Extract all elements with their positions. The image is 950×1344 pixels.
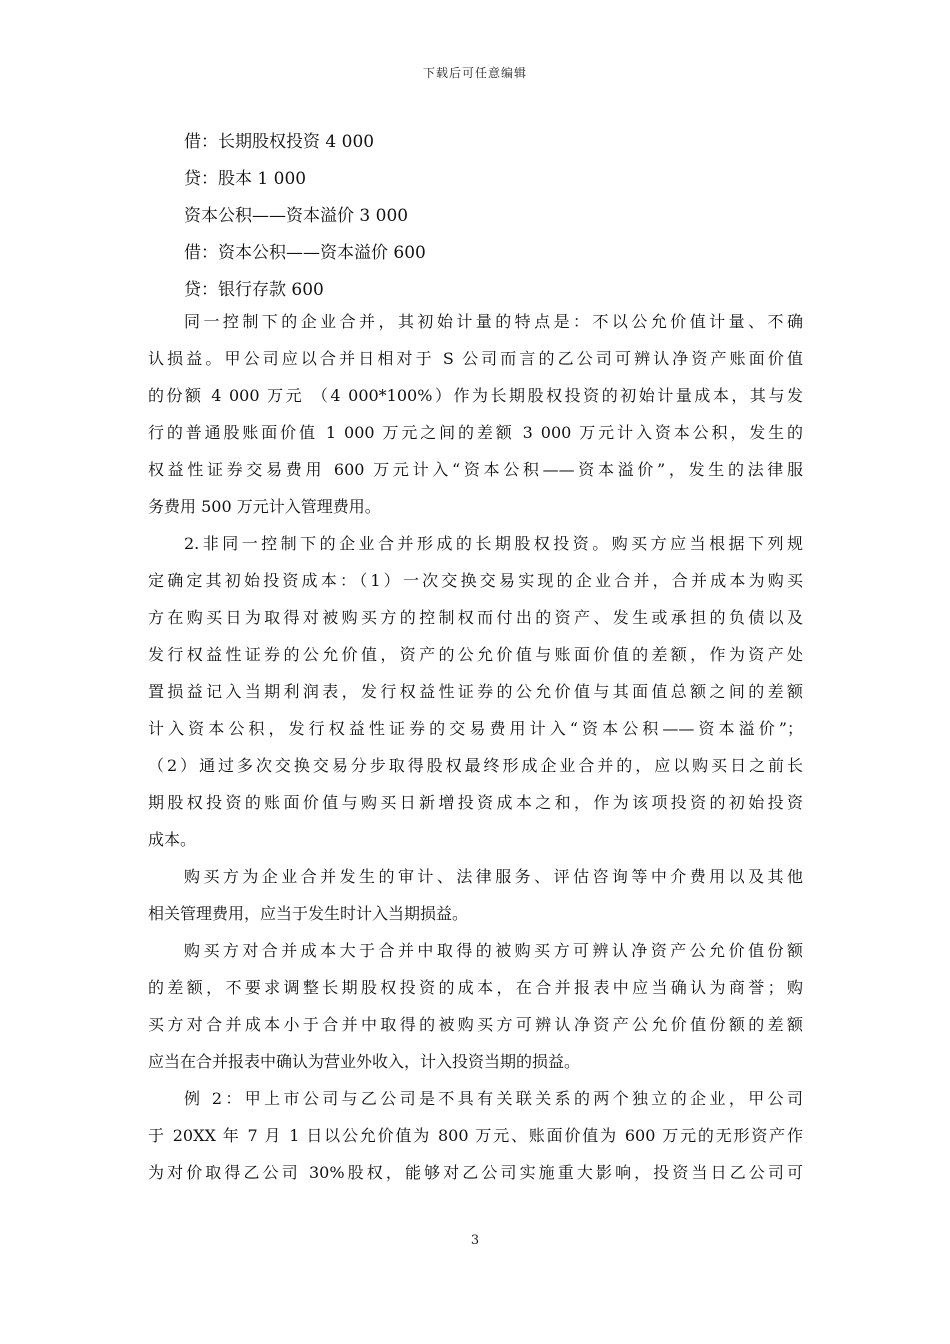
paragraph-line: （2）通过多次交换交易分步取得股权最终形成企业合并的，应以购买日之前长 bbox=[148, 756, 803, 775]
paragraph-intermediary-fees bbox=[148, 864, 803, 938]
paragraph-line: 的差额，不要求调整长期股权投资的成本，在合并报表中应当确认为商誉；购 bbox=[148, 978, 803, 997]
paragraph-non-same-control bbox=[148, 531, 803, 864]
paragraph-line: 定确定其初始投资成本：（1）一次交换交易实现的企业合并，合并成本为购买 bbox=[148, 571, 803, 590]
paragraph-line: 相关管理费用，应当于发生时计入当期损益。 bbox=[148, 904, 469, 923]
paragraph-same-control bbox=[148, 309, 803, 531]
paragraph-line: 置损益记入当期利润表，发行权益性证券的公允价值与其面值总额之间的差额 bbox=[148, 682, 803, 701]
paragraph-line: 买方对合并成本小于合并中取得的被购买方可辨认净资产公允价值份额的差额 bbox=[148, 1015, 803, 1034]
paragraph-line: 购买方对合并成本大于合并中取得的被购买方可辨认净资产公允价值份额 bbox=[184, 941, 803, 960]
journal-entry-debit-capital-reserve: 借：资本公积——资本溢价 600 bbox=[184, 243, 426, 263]
paragraph-line: 为对价取得乙公司 30%股权，能够对乙公司实施重大影响，投资当日乙公司可 bbox=[148, 1163, 803, 1182]
paragraph-example-2 bbox=[148, 1086, 803, 1197]
document-body bbox=[148, 124, 803, 1197]
page-header-note: 下载后可任意编辑 bbox=[422, 66, 527, 80]
paragraph-line: 的份额 4 000 万元 （4 000*100%）作为长期股权投资的初始计量成本，其与发 bbox=[148, 386, 803, 405]
paragraph-line: 于 20XX 年 7 月 1 日以公允价值为 800 万元、账面价值为 600 万元的无形资产作 bbox=[148, 1126, 803, 1145]
paragraph-line: 期股权投资的账面价值与购买日新增投资成本之和，作为该项投资的初始投资 bbox=[148, 793, 803, 812]
paragraph-line: 务费用 500 万元计入管理费用。 bbox=[148, 497, 381, 516]
paragraph-line: 例 2：甲上市公司与乙公司是不具有关联关系的两个独立的企业，甲公司 bbox=[184, 1089, 803, 1108]
paragraph-line: 应当在合并报表中确认为营业外收入，计入投资当期的损益。 bbox=[148, 1052, 581, 1071]
journal-entry-capital-reserve: 资本公积——资本溢价 3 000 bbox=[184, 206, 409, 226]
paragraph-line: 认损益。甲公司应以合并日相对于 S 公司而言的乙公司可辨认净资产账面价值 bbox=[148, 349, 803, 368]
paragraph-line: 成本。 bbox=[148, 830, 197, 849]
paragraph-line: 权益性证券交易费用 600 万元计入“资本公积——资本溢价”，发生的法律服 bbox=[148, 460, 803, 479]
journal-entry-debit-investment: 借：长期股权投资 4 000 bbox=[184, 132, 375, 152]
paragraph-goodwill bbox=[148, 938, 803, 1086]
paragraph-line: 2.非同一控制下的企业合并形成的长期股权投资。购买方应当根据下列规 bbox=[184, 534, 803, 553]
page-number: 3 bbox=[470, 1233, 480, 1248]
paragraph-line: 发行权益性证券的公允价值，资产的公允价值与账面价值的差额，作为资产处 bbox=[148, 645, 803, 664]
paragraph-line: 行的普通股账面价值 1 000 万元之间的差额 3 000 万元计入资本公积，发生的 bbox=[148, 423, 803, 442]
paragraph-line: 方在购买日为取得对被购买方的控制权而付出的资产、发生或承担的负债以及 bbox=[148, 608, 803, 627]
journal-entry-credit-share-capital: 贷：股本 1 000 bbox=[184, 169, 307, 189]
paragraph-line: 同一控制下的企业合并，其初始计量的特点是：不以公允价值计量、不确 bbox=[184, 312, 803, 331]
journal-entry-credit-bank-deposit: 贷：银行存款 600 bbox=[184, 280, 324, 300]
paragraph-line: 购买方为企业合并发生的审计、法律服务、评估咨询等中介费用以及其他 bbox=[184, 867, 803, 886]
paragraph-line: 计入资本公积，发行权益性证券的交易费用计入“资本公积——资本溢价”； bbox=[148, 719, 803, 738]
